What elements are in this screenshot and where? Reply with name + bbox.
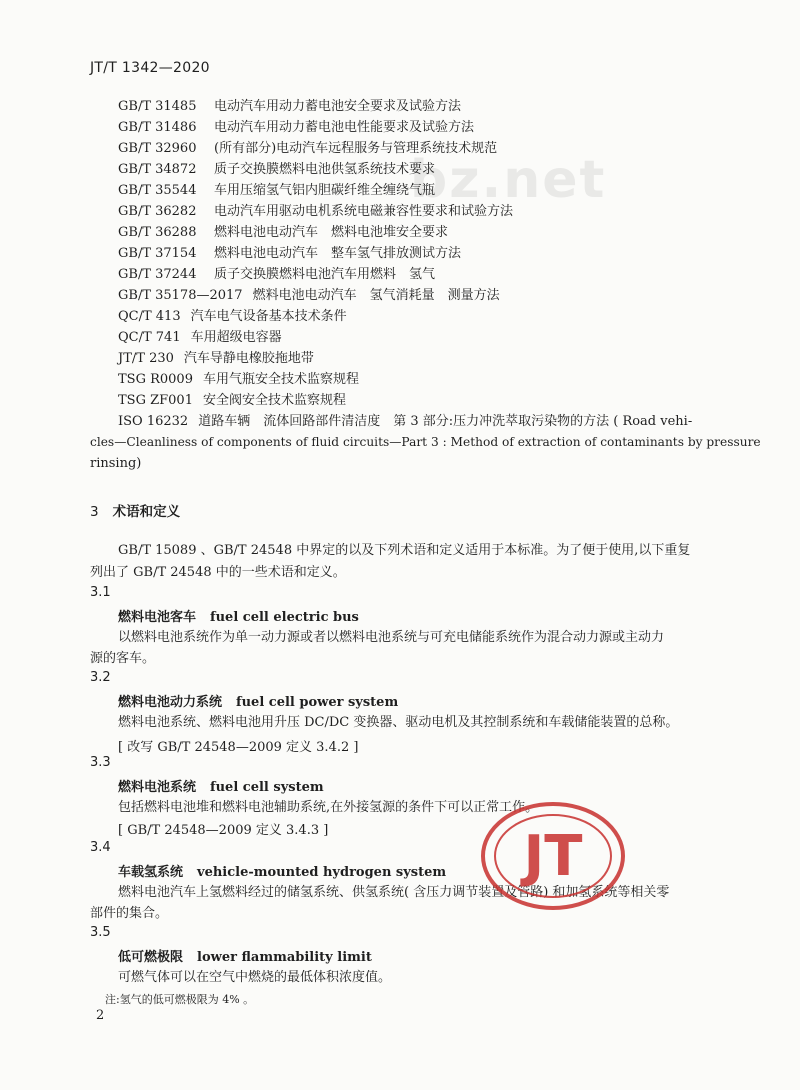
reference-item (118, 138, 718, 159)
reference-item (118, 96, 718, 117)
reference-title: 车用气瓶安全技术监察规程 (202, 372, 359, 387)
reference-item (118, 327, 718, 348)
reference-code: ISO 16232 (118, 414, 189, 429)
reference-title-cont: cles—Cleanliness of components of fluid circuits—Part 3 : Method of extraction of contaminants by pressure (90, 435, 761, 449)
intro-line: 列出了 GB/T 24548 中的一些术语和定义。 (90, 565, 346, 580)
reference-title: 车用超级电容器 (190, 330, 282, 345)
reference-item (118, 180, 718, 201)
intro-line: GB/T 15089 、GB/T 24548 中界定的以及下列术语和定义适用于本标准。为了便于使用,以下重复 (118, 543, 691, 558)
definition-line: 部件的集合。 (90, 906, 169, 921)
reference-code: JT/T 230 (118, 351, 174, 366)
definition-line: 包括燃料电池堆和燃料电池辅助系统,在外接氢源的条件下可以正常工作。 (118, 800, 539, 815)
definition-line: 可燃气体可以在空气中燃烧的最低体积浓度值。 (118, 970, 392, 985)
term-title (118, 861, 446, 880)
term-en: vehicle-mounted hydrogen system (197, 865, 447, 880)
reference-item (118, 222, 718, 243)
reference-code: TSG R0009 (118, 372, 193, 387)
term-definition (90, 967, 712, 988)
reference-title: 电动汽车用动力蓄电池安全要求及试验方法 (214, 99, 462, 114)
reference-item-iso (90, 411, 761, 474)
term-number: 3.4 (90, 840, 111, 855)
term-number: 3.2 (90, 670, 111, 685)
section-number: 3 (90, 504, 99, 520)
reference-item (118, 201, 718, 222)
reference-code: GB/T 37154 (118, 246, 197, 261)
normative-references-list (90, 96, 761, 474)
reference-title: 道路车辆 流体回路部件清洁度 第 3 部分:压力冲洗萃取污染物的方法 ( Road vehi- (198, 414, 693, 429)
term-number: 3.3 (90, 755, 111, 770)
section-intro (90, 540, 712, 584)
reference-code: QC/T 413 (118, 309, 181, 324)
reference-item (118, 117, 718, 138)
definition-line: 以燃料电池系统作为单一动力源或者以燃料电池系统与可充电储能系统作为混合动力源或主动力 (118, 630, 665, 645)
page-number: 2 (96, 1008, 105, 1023)
reference-code: GB/T 32960 (118, 141, 197, 156)
reference-item (118, 243, 718, 264)
term-source: [ 改写 GB/T 24548—2009 定义 3.4.2 ] (118, 740, 359, 755)
term-zh: 燃料电池客车 (118, 610, 197, 625)
reference-title: 安全阀安全技术监察规程 (202, 393, 346, 408)
standard-code-header: JT/T 1342—2020 (90, 60, 210, 76)
reference-title: 燃料电池电动汽车 燃料电池堆安全要求 (214, 225, 449, 240)
term-zh: 低可燃极限 (118, 950, 184, 965)
term-en: fuel cell electric bus (210, 610, 359, 625)
reference-title: (所有部分)电动汽车远程服务与管理系统技术规范 (214, 141, 498, 156)
term-en: fuel cell power system (236, 695, 399, 710)
term-title (118, 606, 359, 625)
reference-code: GB/T 36282 (118, 204, 197, 219)
term-zh: 燃料电池动力系统 (118, 695, 223, 710)
reference-title: 燃料电池电动汽车 整车氢气排放测试方法 (214, 246, 462, 261)
term-zh: 燃料电池系统 (118, 780, 197, 795)
reference-title: 汽车电气设备基本技术条件 (190, 309, 347, 324)
term-number: 3.1 (90, 585, 111, 600)
reference-title: 汽车导静电橡胶拖地带 (183, 351, 314, 366)
term-number: 3.5 (90, 925, 111, 940)
reference-code: GB/T 34872 (118, 162, 197, 177)
term-note: 注:氢气的低可燃极限为 4% 。 (105, 993, 255, 1006)
reference-code: TSG ZF001 (118, 393, 193, 408)
reference-title: 质子交换膜燃料电池汽车用燃料 氢气 (214, 267, 436, 282)
definition-line: 燃料电池系统、燃料电池用升压 DC/DC 变换器、驱动电机及其控制系统和车载储能装置的总称。 (118, 715, 679, 730)
reference-code: GB/T 31486 (118, 120, 197, 135)
reference-code: GB/T 35178—2017 (118, 288, 243, 303)
stamp-text: JT (523, 824, 583, 889)
reference-title: 电动汽车用动力蓄电池电性能要求及试验方法 (214, 120, 475, 135)
term-en: lower flammability limit (197, 950, 372, 965)
reference-title: 质子交换膜燃料电池供氢系统技术要求 (214, 162, 436, 177)
term-definition (90, 627, 712, 669)
term-title (118, 776, 324, 795)
term-source: [ GB/T 24548—2009 定义 3.4.3 ] (118, 823, 329, 838)
reference-code: GB/T 36288 (118, 225, 197, 240)
reference-title: 车用压缩氢气铝内胆碳纤维全缠绕气瓶 (214, 183, 436, 198)
term-title (118, 946, 372, 965)
definition-line: 燃料电池汽车上氢燃料经过的储氢系统、供氢系统( 含压力调节装置及管路) 和加氢系统等相关零 (118, 885, 670, 900)
jt-seal-stamp-icon (478, 800, 628, 912)
reference-code: GB/T 35544 (118, 183, 197, 198)
reference-code: GB/T 31485 (118, 99, 197, 114)
reference-item (118, 390, 718, 411)
reference-item (118, 264, 718, 285)
section-heading (90, 500, 180, 520)
term-zh: 车载氢系统 (118, 865, 184, 880)
section-title: 术语和定义 (112, 504, 181, 520)
reference-code: GB/T 37244 (118, 267, 197, 282)
reference-title: 电动汽车用驱动电机系统电磁兼容性要求和试验方法 (214, 204, 514, 219)
reference-title-cont: rinsing) (90, 456, 142, 471)
term-title (118, 691, 398, 710)
term-definition (90, 712, 712, 733)
reference-item (118, 369, 718, 390)
reference-item (118, 285, 718, 306)
watermark: bz.net (410, 150, 607, 210)
reference-item (118, 306, 718, 327)
definition-line: 源的客车。 (90, 651, 156, 666)
reference-code: QC/T 741 (118, 330, 181, 345)
reference-item (118, 159, 718, 180)
reference-title: 燃料电池电动汽车 氢气消耗量 测量方法 (252, 288, 500, 303)
reference-item (118, 348, 718, 369)
term-en: fuel cell system (210, 780, 324, 795)
